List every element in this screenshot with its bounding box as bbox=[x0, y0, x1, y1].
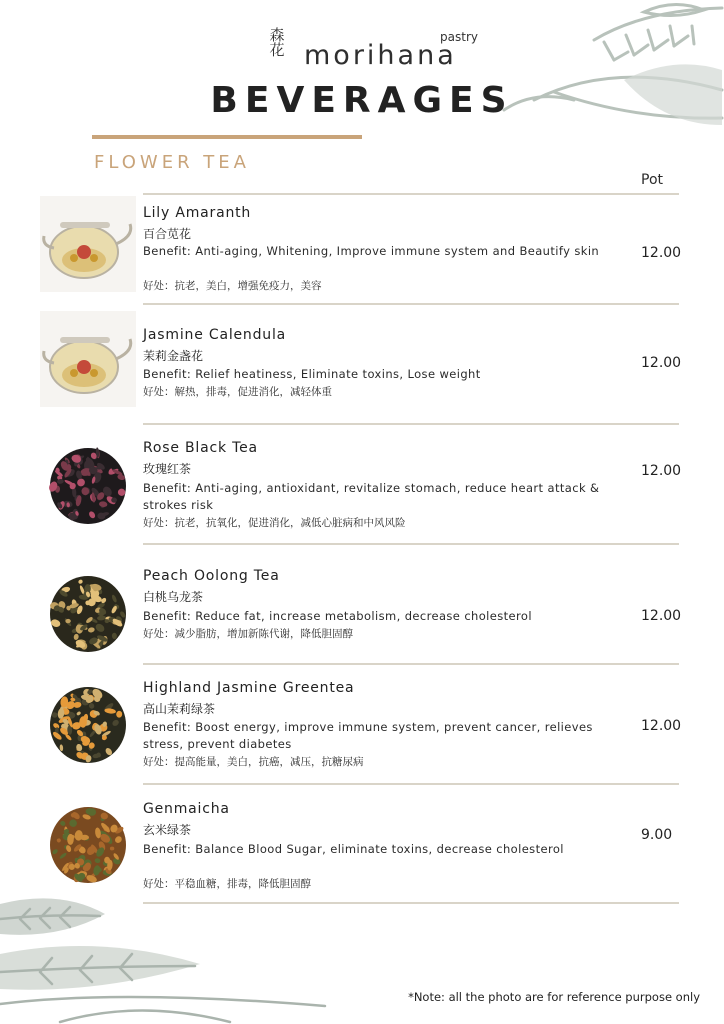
logo-mark-char: 花 bbox=[269, 41, 285, 59]
tea-leaves-photo bbox=[40, 438, 136, 534]
leaf-decoration-bottom bbox=[0, 894, 330, 1024]
page-title: BEVERAGES bbox=[210, 80, 514, 121]
item-price: 9.00 bbox=[641, 827, 673, 843]
teapot-photo bbox=[40, 311, 136, 407]
logo-mark-char: 森 bbox=[269, 26, 285, 44]
item-name: Highland Jasmine Greentea bbox=[143, 680, 355, 696]
brand-name: morihana bbox=[304, 40, 457, 71]
item-benefit: Benefit: Anti-aging, antioxidant, revitalize stomach, reduce heart attack & strokes risk bbox=[143, 481, 600, 512]
item-name: Genmaicha bbox=[143, 801, 230, 817]
section-title: FLOWER TEA bbox=[94, 152, 250, 173]
item-name: Jasmine Calendula bbox=[143, 327, 287, 343]
item-name: Rose Black Tea bbox=[143, 440, 258, 456]
divider-line bbox=[143, 303, 679, 305]
brand-logo bbox=[262, 26, 482, 76]
item-benefit: Benefit: Relief heatiness, Eliminate toxins, Lose weight bbox=[143, 367, 481, 381]
item-benefit: Benefit: Boost energy, improve immune system, prevent cancer, relieves stress, prevent diabetes bbox=[143, 720, 593, 751]
item-name-zh: 玫瑰红茶 bbox=[143, 462, 192, 476]
brand-subtitle: pastry bbox=[440, 30, 478, 44]
divider-line bbox=[143, 193, 679, 195]
item-benefit: Benefit: Anti-aging, Whitening, Improve immune system and Beautify skin bbox=[143, 244, 600, 258]
divider-line bbox=[143, 902, 679, 904]
divider-line bbox=[143, 663, 679, 665]
item-name-zh: 百合苋花 bbox=[143, 227, 192, 241]
item-name-zh: 玄米绿茶 bbox=[143, 823, 192, 837]
footnote: *Note: all the photo are for reference purpose only bbox=[408, 990, 700, 1004]
item-price: 12.00 bbox=[641, 718, 682, 734]
item-name-zh: 高山茉莉绿茶 bbox=[143, 702, 216, 716]
item-benefit-zh: 好处：提高能量，美白，抗癌，减压，抗糖尿病 bbox=[143, 756, 364, 768]
item-benefit: Benefit: Balance Blood Sugar, eliminate toxins, decrease cholesterol bbox=[143, 842, 564, 856]
tea-leaves-photo bbox=[40, 566, 136, 662]
item-benefit-zh: 好处：抗老，美白，增强免疫力，美容 bbox=[143, 280, 322, 292]
item-name-zh: 茉莉金盏花 bbox=[143, 349, 204, 363]
tea-leaves-photo bbox=[40, 797, 136, 893]
item-name: Peach Oolong Tea bbox=[143, 568, 280, 584]
item-benefit-zh: 好处：平稳血糖，排毒，降低胆固醇 bbox=[143, 878, 311, 890]
tea-leaves-photo bbox=[40, 677, 136, 773]
item-benefit-zh: 好处：解热，排毒，促进消化，减轻体重 bbox=[143, 386, 332, 398]
section-accent-rule bbox=[92, 135, 362, 139]
item-benefit-zh: 好处：抗老，抗氧化，促进消化，减低心脏病和中风风险 bbox=[143, 517, 406, 529]
teapot-photo bbox=[40, 196, 136, 292]
item-benefit-zh: 好处：减少脂肪，增加新陈代谢，降低胆固醇 bbox=[143, 628, 353, 640]
item-name-zh: 白桃乌龙茶 bbox=[143, 590, 204, 604]
logo-mark bbox=[262, 28, 292, 58]
item-benefit: Benefit: Reduce fat, increase metabolism, decrease cholesterol bbox=[143, 609, 532, 623]
item-price: 12.00 bbox=[641, 608, 682, 624]
divider-line bbox=[143, 543, 679, 545]
divider-line bbox=[143, 783, 679, 785]
divider-line bbox=[143, 423, 679, 425]
item-name: Lily Amaranth bbox=[143, 205, 252, 221]
item-price: 12.00 bbox=[641, 245, 682, 261]
item-price: 12.00 bbox=[641, 463, 682, 479]
item-price: 12.00 bbox=[641, 355, 682, 371]
price-column-header: Pot bbox=[641, 172, 663, 188]
